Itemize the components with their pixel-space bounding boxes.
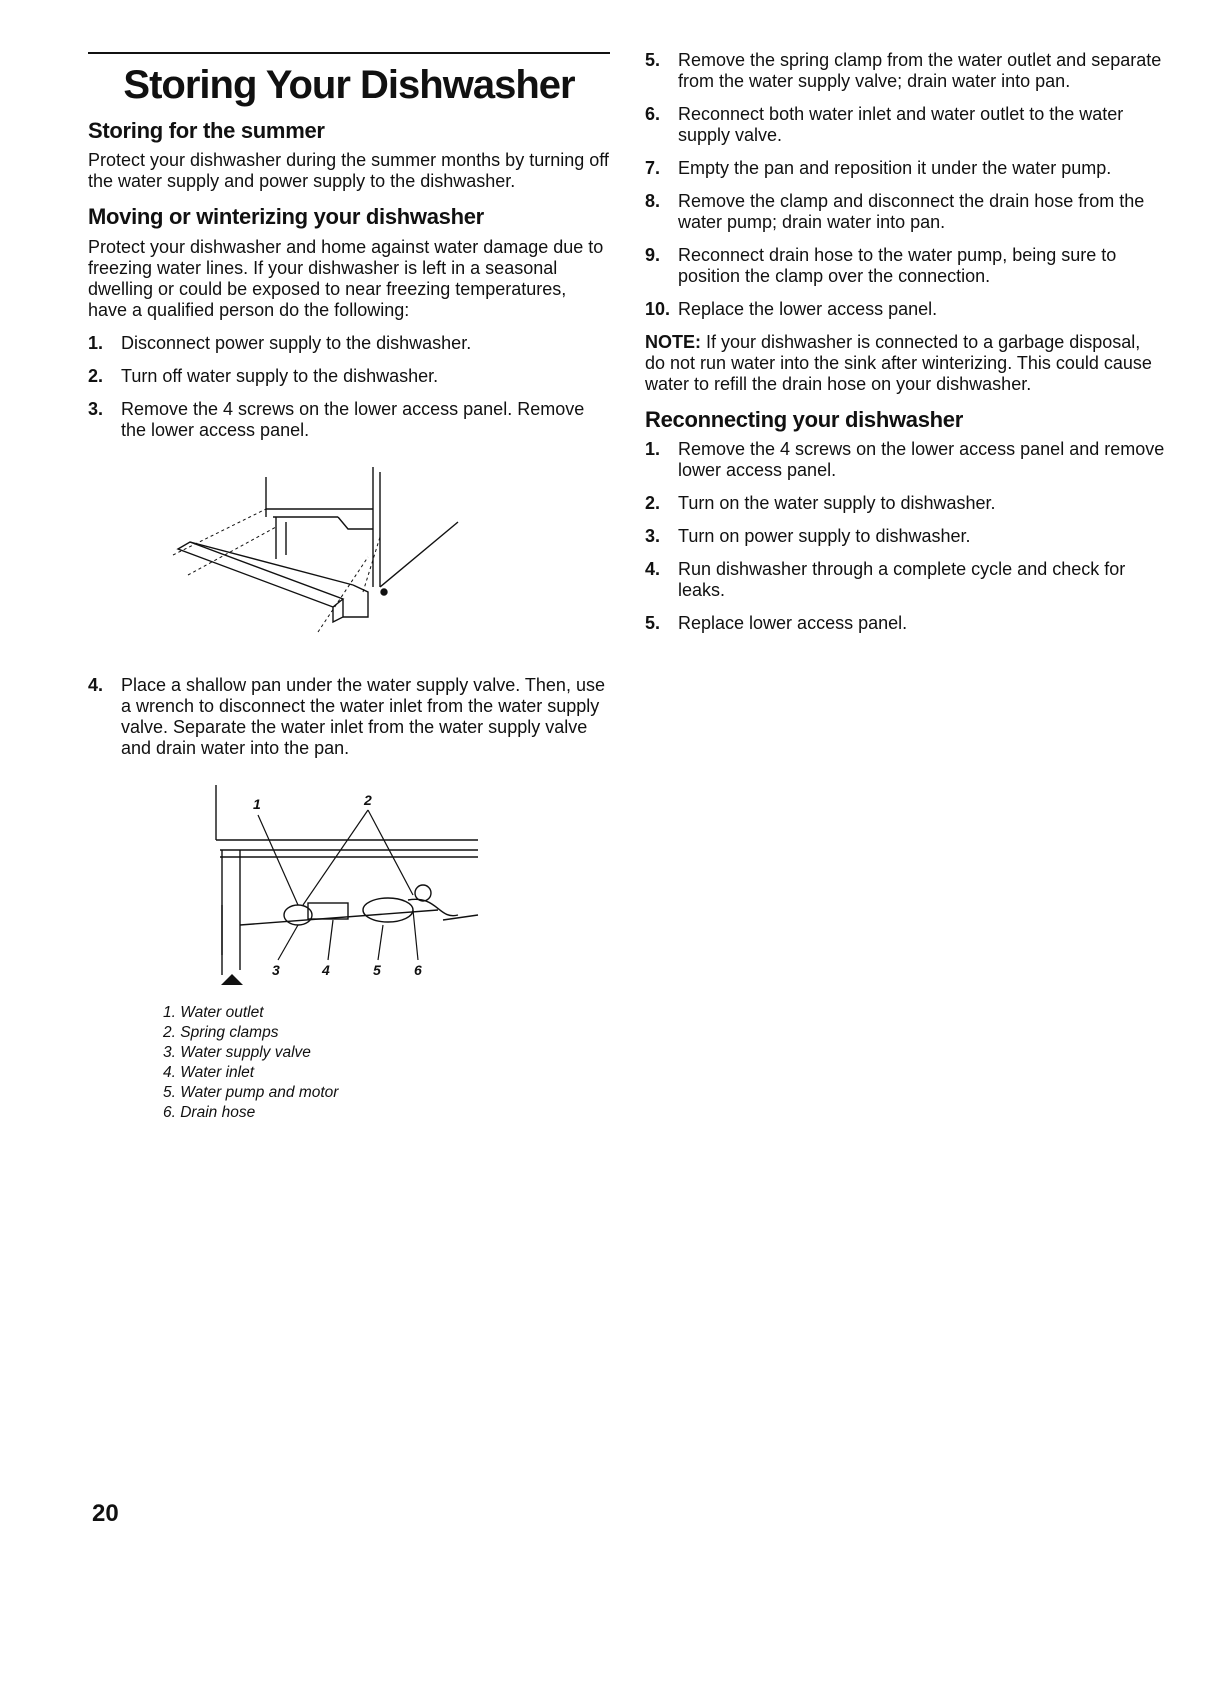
title-rule [88,52,610,54]
step-text: Remove the 4 screws on the lower access panel. Remove the lower access panel. [121,398,585,440]
step-number: 2. [88,365,104,386]
step-text: Place a shallow pan under the water supply valve. Then, use a wrench to disconnect the water inlet from the water supply valve. Separate the water inlet from the water supply valve and drain water into the pan. [121,674,605,758]
list-item [645,50,1165,92]
winterizing-intro: Protect your dishwasher and home against water damage due to freezing water lines. If your dishwasher is left in a seasonal dwelling or could be exposed to near freezing temperatures, have a qualified person do the following: [88,236,604,320]
legend-item: 1. Water outlet [163,1003,264,1021]
list-item [88,399,610,441]
water-valve-illustration [208,785,488,985]
note-label: NOTE: [645,332,701,352]
step-number: 8. [645,191,661,211]
list-item [88,366,610,387]
step-text: Turn off water supply to the dishwasher. [121,365,439,386]
step-number: 7. [645,158,661,178]
winterizing-steps-1-3 [88,333,610,441]
step-number: 1. [645,439,661,460]
step-text: Replace lower access panel. [678,613,908,634]
note-text: If your dishwasher is connected to a garbage disposal, do not run water into the sink after winterizing. This could cause water to refill the drain hose on your dishwasher. [645,332,1152,394]
note-paragraph [645,332,1165,395]
reconnecting-steps [645,439,1165,634]
step-number: 4. [88,674,104,695]
winterizing-step-4 [88,675,610,759]
step-number: 6. [645,104,661,124]
step-number: 5. [645,613,661,634]
access-panel-illustration [168,467,508,647]
legend-item: 2. Spring clamps [163,1023,279,1041]
list-item [645,493,1165,514]
list-item [645,559,1165,601]
step-text: Remove the 4 screws on the lower access panel and remove lower access panel. [678,439,1165,481]
step-number: 3. [88,398,104,419]
list-item [645,191,1165,233]
list-item [645,526,1165,547]
step-text: Disconnect power supply to the dishwasher. [121,332,472,353]
page-title: Storing Your Dishwasher [123,63,575,107]
list-item [645,245,1165,287]
legend-item: 5. Water pump and motor [163,1083,339,1101]
step-text: Empty the pan and reposition it under the water pump. [678,158,1112,178]
step-text: Reconnect both water inlet and water outlet to the water supply valve. [678,104,1124,145]
winterizing-heading: Moving or winterizing your dishwasher [88,204,484,230]
list-item [88,333,610,354]
list-item [645,158,1165,179]
step-number: 2. [645,493,661,514]
step-text: Turn on the water supply to dishwasher. [678,493,996,514]
legend-item: 6. Drain hose [163,1103,256,1121]
list-item [645,613,1165,634]
step-text: Run dishwasher through a complete cycle and check for leaks. [678,559,1126,601]
step-text: Turn on power supply to dishwasher. [678,526,971,547]
legend-item: 4. Water inlet [163,1063,255,1081]
callout-label: 5 [373,961,381,978]
legend-item: 3. Water supply valve [163,1043,311,1061]
list-item [645,104,1165,146]
summer-heading: Storing for the summer [88,118,325,143]
callout-label: 1 [253,795,261,812]
list-item [88,675,610,759]
step-number: 9. [645,245,661,265]
winterizing-steps-5-10 [645,50,1165,320]
callout-label: 3 [272,961,280,978]
step-number: 1. [88,332,104,353]
step-number: 3. [645,526,661,547]
reconnecting-heading: Reconnecting your dishwasher [645,407,964,432]
callout-label: 6 [414,961,422,978]
list-item [645,439,1165,481]
step-text: Remove the spring clamp from the water outlet and separate from the water supply valve; drain water into pan. [678,50,1162,91]
step-text: Remove the clamp and disconnect the drain hose from the water pump; drain water into pan. [678,191,1145,232]
step-number: 5. [645,50,661,70]
step-text: Replace the lower access panel. [678,299,938,319]
right-column [645,50,1165,646]
left-column [88,52,610,1123]
page-number: 20 [92,1500,119,1527]
summer-text: Protect your dishwasher during the summer months by turning off the water supply and power supply to the dishwasher. [88,150,609,192]
step-text: Reconnect drain hose to the water pump, being sure to position the clamp over the connection. [678,245,1117,286]
callout-label: 2 [364,791,372,808]
callout-label: 4 [322,961,330,978]
step-number: 4. [645,559,661,580]
figure-legend [163,1003,610,1123]
step-number: 10. [645,299,671,319]
list-item [645,299,1165,320]
